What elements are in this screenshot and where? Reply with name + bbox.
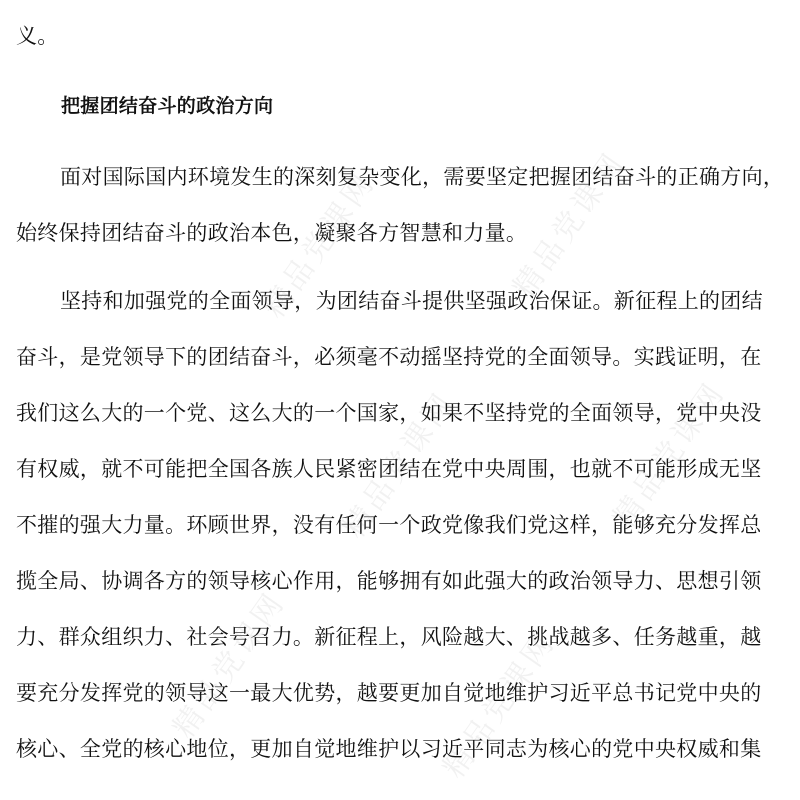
text-line: 不摧的强大力量。环顾世界，没有任何一个政党像我们党这样，能够充分发挥总 [16, 513, 762, 537]
text-line: 我们这么大的一个党、这么大的一个国家，如果不坚持党的全面领导，党中央没 [16, 401, 762, 425]
watermark: 精品党课网 [336, 385, 463, 545]
text-line: 力、群众组织力、社会号召力。新征程上，风险越大、挑战越多、任务越重，越 [16, 625, 762, 649]
text-line: 义。 [16, 24, 59, 48]
text-line: 揽全局、协调各方的领导核心作用，能够拥有如此强大的政治领导力、思想引领 [16, 569, 762, 593]
section-heading: 把握团结奋斗的政治方向 [61, 95, 274, 117]
text-line: 核心、全党的核心地位，更加自觉地维护以习近平同志为核心的党中央权威和集 [16, 737, 762, 761]
watermark: 精品党课网 [166, 585, 293, 745]
paragraph-first-line: 坚持和加强党的全面领导，为团结奋斗提供坚强政治保证。新征程上的团结 [60, 289, 763, 313]
watermark: 精品党课网 [506, 145, 633, 305]
watermark: 精品党课网 [436, 625, 563, 785]
text-line: 奋斗，是党领导下的团结奋斗，必须毫不动摇坚持党的全面领导。实践证明，在 [16, 345, 762, 369]
watermark: 精品党课网 [606, 375, 733, 535]
text-line: 要充分发挥党的领导这一最大优势，越要更加自觉地维护习近平总书记党中央的 [16, 681, 762, 705]
text-line: 有权威，就不可能把全国各族人民紧密团结在党中央周围，也就不可能形成无坚 [16, 457, 762, 481]
paragraph-first-line: 面对国际国内环境发生的深刻复杂变化，需要坚定把握团结奋斗的正确方向， [60, 165, 785, 189]
watermark: 精品党课网 [256, 165, 383, 325]
text-line: 始终保持团结奋斗的政治本色，凝聚各方智慧和力量。 [16, 221, 528, 245]
